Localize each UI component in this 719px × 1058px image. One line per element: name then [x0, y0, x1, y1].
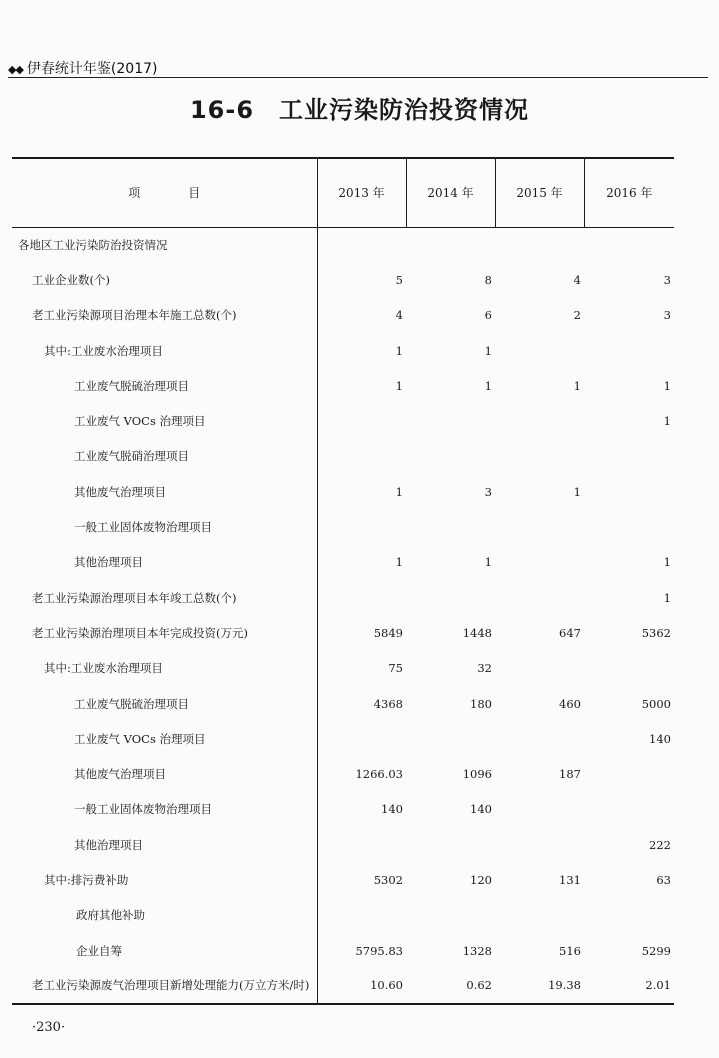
value-cell: 516 — [559, 943, 581, 958]
page-title: 16-6 工业污染防治投资情况 — [189, 96, 530, 124]
value-cell: 1 — [484, 378, 492, 393]
table-row — [12, 933, 674, 968]
value-cell: 1 — [317, 474, 406, 509]
value-cell — [495, 580, 584, 615]
row-label: 工业废气脱硫治理项目 — [74, 696, 189, 711]
table-row — [12, 651, 674, 686]
value-cell — [317, 439, 406, 474]
value-cell — [495, 792, 584, 827]
value-cell: 5302 — [317, 862, 406, 897]
value-cell: 4368 — [317, 686, 406, 721]
value-cell — [495, 227, 584, 262]
value-cell: 1 — [484, 555, 492, 570]
row-label: 其中:排污费补助 — [44, 872, 129, 887]
table-row — [12, 756, 674, 791]
value-cell: 5795.83 — [317, 933, 406, 968]
table-row — [12, 898, 674, 933]
value-cell — [584, 792, 674, 827]
value-cell: 1096 — [462, 767, 492, 782]
value-cell — [406, 898, 495, 933]
value-cell — [406, 509, 495, 544]
table-row — [12, 792, 674, 827]
row-label: 工业废气 VOCs 治理项目 — [74, 414, 206, 429]
investment-table — [12, 157, 674, 1005]
row-label: 政府其他补助 — [76, 908, 145, 923]
diamond-bullet-icon: ◆◆ — [8, 63, 23, 76]
value-cell: 10.60 — [317, 968, 406, 1003]
value-cell: 32 — [477, 661, 492, 676]
value-cell: 647 — [559, 625, 581, 640]
value-cell — [406, 721, 495, 756]
year-column-header: 2016 年 — [584, 158, 674, 227]
value-cell — [495, 827, 584, 862]
value-cell — [317, 509, 406, 544]
row-label: 其他废气治理项目 — [74, 484, 166, 499]
value-cell — [584, 756, 674, 791]
value-cell: 180 — [470, 696, 492, 711]
value-cell: 4 — [573, 272, 581, 287]
table-row — [12, 298, 674, 333]
value-cell — [495, 651, 584, 686]
row-label: 其中:工业废水治理项目 — [44, 661, 163, 676]
table-row — [12, 439, 674, 474]
value-cell: 140 — [317, 792, 406, 827]
value-cell — [495, 545, 584, 580]
table-row — [12, 686, 674, 721]
value-cell — [406, 827, 495, 862]
row-label: 老工业污染源治理项目本年竣工总数(个) — [32, 590, 237, 605]
page-number: ·230· — [32, 1020, 66, 1035]
value-cell — [317, 827, 406, 862]
value-cell — [584, 333, 674, 368]
table-row — [12, 403, 674, 438]
value-cell — [406, 580, 495, 615]
item-column-header: 项 目 — [12, 158, 317, 227]
value-cell: 75 — [317, 651, 406, 686]
row-label: 工业废气 VOCs 治理项目 — [74, 731, 206, 746]
value-cell: 1 — [663, 555, 671, 570]
header-rule — [8, 77, 708, 78]
table-row — [12, 827, 674, 862]
value-cell — [317, 403, 406, 438]
value-cell — [406, 227, 495, 262]
table-row — [12, 227, 674, 262]
value-cell: 187 — [559, 767, 581, 782]
value-cell: 1 — [663, 378, 671, 393]
row-label: 工业废气脱硝治理项目 — [74, 449, 189, 464]
year-column-header: 2014 年 — [406, 158, 495, 227]
value-cell: 8 — [484, 272, 492, 287]
value-cell — [495, 898, 584, 933]
value-cell: 131 — [559, 872, 581, 887]
row-label: 一般工业固体废物治理项目 — [74, 520, 212, 535]
value-cell: 222 — [649, 837, 671, 852]
value-cell: 63 — [656, 872, 671, 887]
value-cell: 140 — [470, 802, 492, 817]
value-cell: 0.62 — [406, 968, 495, 1003]
table-row — [12, 721, 674, 756]
value-cell — [495, 403, 584, 438]
value-cell: 19.38 — [495, 968, 584, 1003]
value-cell: 3 — [663, 272, 671, 287]
value-cell: 1 — [317, 333, 406, 368]
table-header-row — [12, 158, 674, 227]
value-cell: 460 — [559, 696, 581, 711]
value-cell — [495, 333, 584, 368]
row-label: 其他废气治理项目 — [74, 767, 166, 782]
value-cell: 1 — [663, 590, 671, 605]
value-cell — [317, 898, 406, 933]
value-cell: 5849 — [317, 615, 406, 650]
value-cell — [584, 474, 674, 509]
table-row — [12, 545, 674, 580]
value-cell: 5 — [317, 262, 406, 297]
table-row — [12, 968, 674, 1003]
value-cell: 1448 — [462, 625, 492, 640]
row-label: 老工业污染源项目治理本年施工总数(个) — [32, 308, 237, 323]
row-label: 其他治理项目 — [74, 837, 143, 852]
value-cell: 1 — [317, 545, 406, 580]
value-cell: 5362 — [641, 625, 671, 640]
value-cell: 3 — [484, 484, 492, 499]
value-cell — [584, 227, 674, 262]
row-label: 各地区工业污染防治投资情况 — [18, 237, 168, 252]
value-cell: 1 — [317, 368, 406, 403]
value-cell — [584, 898, 674, 933]
value-cell: 5299 — [641, 943, 671, 958]
year-column-header: 2015 年 — [495, 158, 584, 227]
value-cell: 1 — [484, 343, 492, 358]
value-cell: 4 — [317, 298, 406, 333]
table-row — [12, 333, 674, 368]
table-row — [12, 474, 674, 509]
table-body — [12, 227, 674, 1004]
book-title: 伊春统计年鉴(2017) — [26, 61, 158, 77]
value-cell — [406, 403, 495, 438]
value-cell: 120 — [470, 872, 492, 887]
table-row — [12, 368, 674, 403]
value-cell — [406, 439, 495, 474]
table-row — [12, 262, 674, 297]
value-cell: 140 — [649, 731, 671, 746]
row-label: 其中:工业废水治理项目 — [44, 343, 163, 358]
value-cell — [317, 721, 406, 756]
running-header — [8, 58, 157, 78]
value-cell — [495, 439, 584, 474]
table-row — [12, 580, 674, 615]
table-row — [12, 509, 674, 544]
value-cell: 1 — [663, 414, 671, 429]
value-cell — [317, 580, 406, 615]
value-cell: 1 — [573, 484, 581, 499]
row-label: 老工业污染源废气治理项目新增处理能力(万立方米/时) — [12, 968, 317, 1003]
row-label: 其他治理项目 — [74, 555, 143, 570]
value-cell: 2 — [573, 308, 581, 323]
value-cell: 1266.03 — [317, 756, 406, 791]
table-row — [12, 615, 674, 650]
value-cell: 2.01 — [584, 968, 674, 1003]
row-label: 一般工业固体废物治理项目 — [74, 802, 212, 817]
row-label: 企业自筹 — [76, 943, 122, 958]
value-cell — [584, 439, 674, 474]
value-cell — [317, 227, 406, 262]
value-cell: 1 — [573, 378, 581, 393]
year-column-header: 2013 年 — [317, 158, 406, 227]
value-cell — [584, 651, 674, 686]
value-cell — [584, 509, 674, 544]
row-label: 工业企业数(个) — [32, 272, 110, 287]
value-cell: 1328 — [462, 943, 492, 958]
value-cell — [495, 509, 584, 544]
value-cell: 6 — [484, 308, 492, 323]
table-row — [12, 862, 674, 897]
row-label: 工业废气脱硫治理项目 — [74, 378, 189, 393]
value-cell — [495, 721, 584, 756]
row-label: 老工业污染源治理项目本年完成投资(万元) — [32, 625, 248, 640]
value-cell: 3 — [663, 308, 671, 323]
value-cell: 5000 — [641, 696, 671, 711]
